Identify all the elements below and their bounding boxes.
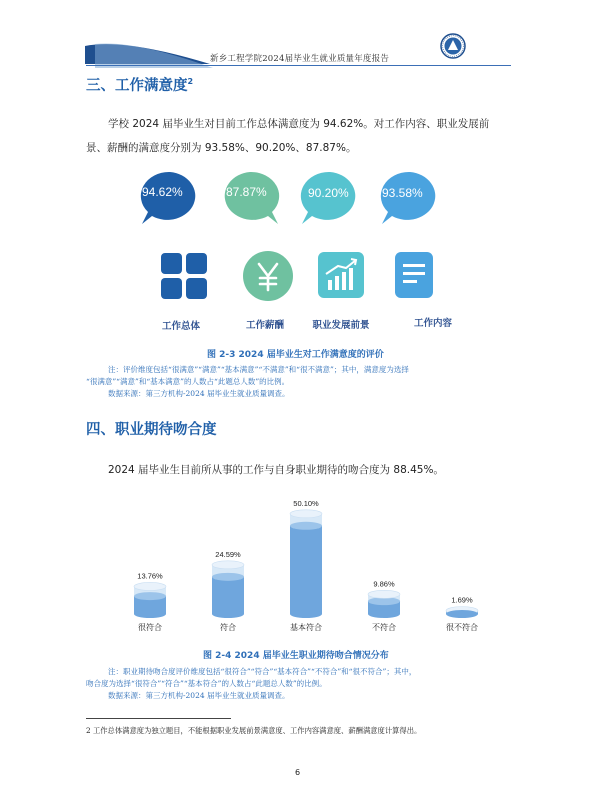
bar-3-base	[368, 610, 400, 618]
bar-2-cap	[290, 510, 322, 518]
bar-4-category-label: 很不符合	[446, 623, 478, 632]
note-2-4-source: 数据来源：第三方机构-2024 届毕业生就业质量调查。	[108, 691, 290, 700]
page-number: 6	[294, 768, 301, 777]
satisfaction-paragraph-line2: 景、薪酬的满意度分别为 93.58%、90.20%、87.87%。	[86, 142, 357, 154]
bar-0-category-label: 很符合	[138, 623, 162, 632]
note-2-4-line1: 注：职业期待吻合度评价维度包括“很符合”“符合”“基本符合”“不符合”和“很不符合”；其中，	[108, 667, 417, 676]
note-2-3-line1: 注：评价维度包括“很满意”“满意”“基本满意”“不满意”和“很不满意”；其中，满意度为选择	[108, 365, 409, 374]
bar-2-category-label: 基本符合	[290, 623, 322, 632]
bar-3-value-label: 9.86%	[373, 579, 395, 589]
bar-0-value-label: 13.76%	[137, 571, 163, 581]
bar-1-fill	[212, 577, 244, 614]
yen-icon	[242, 250, 294, 302]
bar-0-cap	[134, 582, 166, 590]
bar-4-base	[446, 610, 478, 618]
icon-label-overall: 工作总体	[161, 321, 200, 332]
expectation-bar-chart	[120, 490, 500, 640]
bar-3-category-label: 不符合	[372, 623, 396, 632]
figure-caption-2-3: 图 2-3 2024 届毕业生对工作满意度的评价	[207, 350, 384, 360]
note-2-4-line2: 吻合度为选择“很符合”“符合”“基本符合”的人数占“此题总人数”的比例。	[86, 679, 327, 688]
grid-icon	[160, 252, 208, 300]
footnote-text: 2 工作总体满意度为独立题目，不能根据职业发展前景满意度、工作内容满意度、薪酬满意度计算得出。	[86, 726, 422, 735]
bar-0-fill-top	[134, 592, 166, 600]
note-2-3-line2: “很满意”“满意”和“基本满意”的人数占“此题总人数”的比例。	[86, 377, 290, 386]
bubble-value-content: 93.58%	[382, 186, 423, 200]
footnote-marker: 2	[187, 77, 194, 87]
expectation-paragraph: 2024 届毕业生目前所从事的工作与自身职业期待的吻合度为 88.45%。	[108, 464, 444, 476]
growth-chart-icon	[318, 252, 364, 298]
bar-1-base	[212, 610, 244, 618]
bar-2-value-label: 50.10%	[293, 498, 319, 508]
section-title-expectation: 四、职业期待吻合度	[86, 422, 217, 438]
header-swoosh-decoration	[85, 38, 215, 74]
bar-4-value-label: 1.69%	[451, 595, 473, 605]
bubble-value-development: 90.20%	[308, 186, 349, 200]
note-2-3-source: 数据来源：第三方机构-2024 届毕业生就业质量调查。	[108, 389, 290, 398]
header-title: 新乡工程学院2024届毕业生就业质量年度报告	[210, 54, 390, 64]
bar-1-fill-top	[212, 573, 244, 581]
satisfaction-paragraph-line1: 学校 2024 届毕业生对目前工作总体满意度为 94.62%。对工作内容、职业发展前	[108, 118, 490, 130]
bar-2-base	[290, 610, 322, 618]
bubble-value-overall: 94.62%	[142, 185, 183, 199]
bar-0-base	[134, 610, 166, 618]
document-icon	[395, 252, 433, 298]
figure-caption-2-4: 图 2-4 2024 届毕业生职业期待吻合情况分布	[203, 651, 389, 661]
footnote-rule	[86, 718, 231, 719]
icon-label-salary: 工作薪酬	[245, 320, 284, 331]
bar-1-category-label: 符合	[220, 623, 236, 632]
bar-2-fill	[290, 526, 322, 614]
header-rule	[86, 65, 511, 66]
icon-label-content: 工作内容	[413, 318, 452, 329]
bar-1-cap	[212, 561, 244, 569]
bar-3-cap	[368, 590, 400, 598]
bar-1-value-label: 24.59%	[215, 549, 241, 559]
bar-2-fill-top	[290, 522, 322, 530]
icon-label-development: 职业发展前景	[312, 320, 370, 331]
bubble-value-salary: 87.87%	[226, 185, 267, 199]
section-title-satisfaction: 三、工作满意度$^2$	[86, 77, 194, 94]
university-seal-icon	[440, 33, 466, 59]
